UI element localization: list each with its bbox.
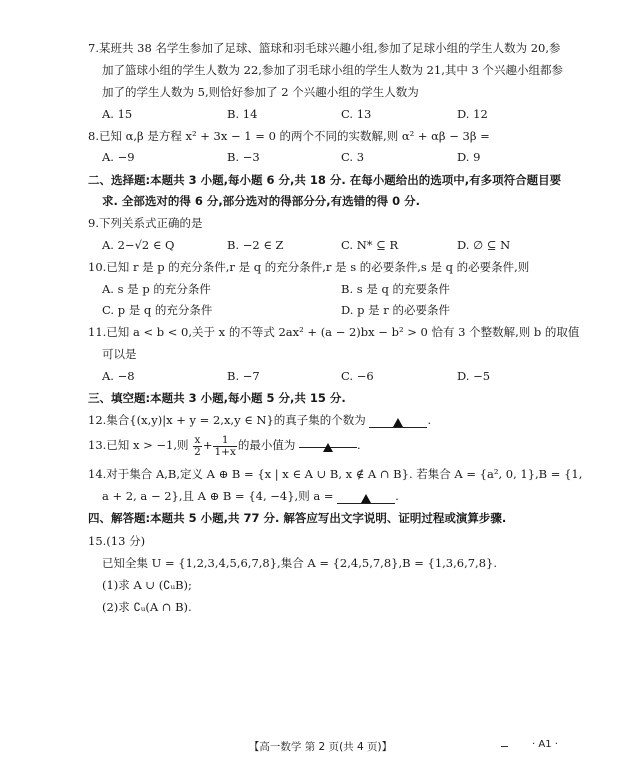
q11-option-c: C. −6: [341, 369, 374, 383]
q13-text-middle: 的最小值为: [237, 438, 296, 452]
q15-given: 已知全集 U = {1,2,3,4,5,6,7,8},集合 A = {2,4,5,7,8},B = {1,3,6,7,8}.: [102, 556, 497, 570]
q7-line3: 加了的学生人数为 5,则恰好参加了 2 个兴趣小组的学生人数为: [102, 85, 419, 99]
footer-dash: [501, 746, 508, 747]
q7-option-b: B. 14: [227, 107, 258, 121]
section4-title: 四、解答题:本题共 5 小题,共 77 分. 解答应写出文字说明、证明过程或演算步骤.: [88, 511, 507, 525]
q15-part1: (1)求 A ∪ (∁ᵤB);: [102, 578, 192, 592]
q14-line1: 14.对于集合 A,B,定义 A ⊕ B = {x | x ∈ A ∪ B, x ∉ A ∩ B}. 若集合 A = {a², 0, 1},B = {1,: [88, 467, 583, 481]
q8-option-b: B. −3: [227, 150, 260, 164]
section2-line1: 二、选择题:本题共 3 小题,每小题 6 分,共 18 分. 在每小题给出的选项中,有多项符合题目要: [88, 173, 562, 187]
q7-line2: 加了篮球小组的学生人数为 22,参加了羽毛球小组的学生人数为 21,其中 3 个兴趣小组都参: [102, 63, 564, 77]
q7-option-a: A. 15: [102, 107, 133, 121]
q10-stem: 10.已知 r 是 p 的充分条件,r 是 q 的充分条件,r 是 s 的必要条件,s 是 q 的必要条件,则: [88, 260, 530, 274]
q10-option-d: D. p 是 r 的必要条件: [341, 303, 450, 317]
q14-answer-blank: [337, 490, 395, 504]
q13-plus: +: [202, 438, 213, 452]
q11-option-d: D. −5: [457, 369, 491, 383]
q9-option-c: C. N* ⊆ R: [341, 238, 399, 252]
q13-fraction-1-over-1plusx: $\frac{1}{1+x}$: [214, 433, 236, 458]
q9-option-a: A. 2−√2 ∈ Q: [102, 238, 175, 252]
q14-period: .: [395, 489, 399, 503]
q9-option-b: B. −2 ∈ Z: [227, 238, 284, 252]
page-footer: 【高一数学 第 2 页(共 4 页)】: [248, 741, 393, 753]
q10-option-b: B. s 是 q 的充要条件: [341, 282, 450, 296]
section2-line2: 求. 全部选对的得 6 分,部分选对的得部分分,有选错的得 0 分.: [102, 194, 420, 208]
q14-text: a + 2, a − 2},且 A ⊕ B = {4, −4},则 a =: [102, 489, 334, 503]
q11-line1: 11.已知 a < b < 0,关于 x 的不等式 2ax² + (a − 2)bx − b² > 0 恰有 3 个整数解,则 b 的取值: [88, 325, 580, 339]
triangle-marker-icon: [361, 494, 371, 503]
q8-option-c: C. 3: [341, 150, 365, 164]
q12-period: .: [427, 413, 432, 427]
q11-option-b: B. −7: [227, 369, 260, 383]
q10-option-a: A. s 是 p 的充分条件: [102, 282, 211, 296]
paper-code: · A1 ·: [532, 739, 558, 750]
q13-fraction-x-over-2: $\frac{x}{2}$: [194, 433, 201, 458]
q7-option-c: C. 13: [341, 107, 372, 121]
triangle-marker-icon: [323, 443, 333, 452]
q11-option-a: A. −8: [102, 369, 135, 383]
q7-line1: 7.某班共 38 名学生参加了足球、篮球和羽毛球兴趣小组,参加了足球小组的学生人数为 20,参: [88, 41, 561, 55]
q15-part2: (2)求 ∁ᵤ(A ∩ B).: [102, 600, 192, 614]
q7-option-d: D. 12: [457, 107, 488, 121]
q10-option-c: C. p 是 q 的充分条件: [102, 303, 213, 317]
section3-title: 三、填空题:本题共 3 小题,每小题 5 分,共 15 分.: [88, 391, 346, 405]
q14-line2: [102, 488, 399, 504]
q12-text: 12.集合{(x,y)|x + y = 2,x,y ∈ N}的真子集的个数为: [88, 413, 366, 427]
q8-option-d: D. 9: [457, 150, 481, 164]
q13-period: .: [357, 438, 361, 452]
q15-number: 15.(13 分): [88, 534, 146, 548]
q9-option-d: D. ∅ ⊆ N: [457, 238, 511, 252]
q13-line: [88, 432, 361, 458]
q12-line: [88, 412, 431, 428]
q8-stem: 8.已知 α,β 是方程 x² + 3x − 1 = 0 的两个不同的实数解,则 α² + αβ − 3β =: [88, 129, 490, 143]
q8-option-a: A. −9: [102, 150, 135, 164]
q13-text-before: 13.已知 x > −1,则: [88, 438, 189, 452]
triangle-marker-icon: [393, 418, 403, 427]
q11-line2: 可以是: [102, 347, 137, 361]
q12-answer-blank: [369, 414, 427, 428]
q9-stem: 9.下列关系式正确的是: [88, 216, 203, 230]
q13-answer-blank: [299, 434, 357, 448]
